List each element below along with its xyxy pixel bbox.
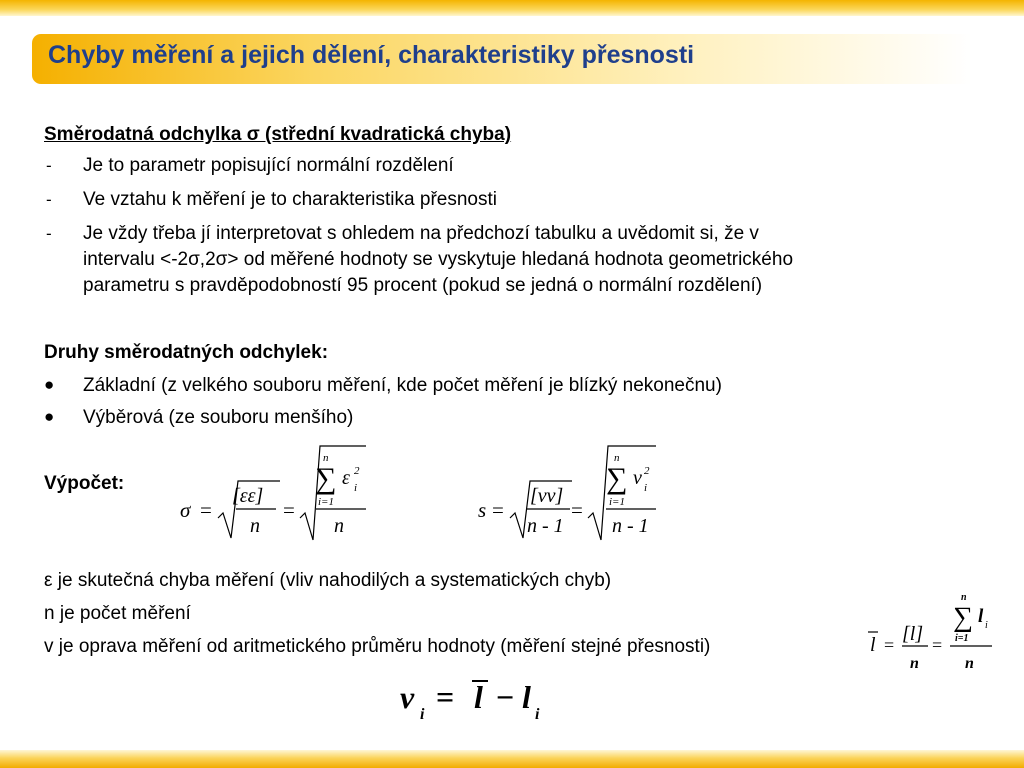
- sum-symbol: ∑: [953, 602, 973, 633]
- formula-l-subscript: i: [535, 706, 540, 723]
- formula-sigma: [170, 440, 380, 545]
- formula-numerator: [l]: [902, 623, 924, 645]
- dash-marker: -: [46, 156, 52, 175]
- definition-v: v je oprava měření od aritmetického průměru hodnoty (měření stejné přesnosti): [44, 636, 711, 657]
- sum-symbol: ∑: [606, 462, 628, 495]
- sum-upper-limit: n: [961, 592, 967, 603]
- bullet-dot: ●: [44, 407, 55, 426]
- formula-denominator: n - 1: [612, 515, 649, 537]
- formula-lhs: l: [870, 634, 876, 656]
- formula-equals: =: [571, 498, 583, 522]
- list-item: Je to parametr popisující normální rozdělení: [83, 155, 454, 176]
- list-item: Základní (z velkého souboru měření, kde počet měření je blízký nekonečnu): [83, 375, 722, 396]
- bottom-decor-band: [0, 750, 1024, 768]
- definition-n: n je počet měření: [44, 603, 191, 624]
- formula-denominator: n: [250, 515, 260, 537]
- sum-lower-limit: i=1: [955, 633, 969, 644]
- term-superscript: 2: [644, 465, 650, 477]
- formula-correction: [396, 674, 566, 734]
- formula-equals: =: [884, 635, 895, 655]
- formula-equals: =: [436, 679, 455, 715]
- formula-lbar: l: [474, 679, 483, 715]
- formula-v-subscript: i: [420, 706, 425, 723]
- sum-lower-limit: i=1: [318, 496, 334, 508]
- section-heading-std-dev: Směrodatná odchylka σ (střední kvadratická chyba): [44, 124, 512, 145]
- definition-epsilon: ε je skutečná chyba měření (vliv nahodilých a systematických chyb): [44, 570, 612, 591]
- section-heading-calculation: Výpočet:: [44, 473, 125, 494]
- formula-denominator: n: [965, 655, 974, 672]
- sum-term: v: [633, 467, 642, 489]
- dash-marker: -: [46, 224, 52, 243]
- formula-l: l: [522, 679, 531, 715]
- formula-lhs: σ: [180, 498, 191, 522]
- sum-upper-limit: n: [614, 452, 620, 464]
- formula-numerator: [εε]: [232, 485, 264, 507]
- formula-denominator: n - 1: [527, 515, 564, 537]
- formula-minus: −: [496, 679, 515, 715]
- slide-title: Chyby měření a jejich dělení, charakteristiky přesnosti: [48, 41, 695, 69]
- sum-lower-limit: i=1: [609, 496, 625, 508]
- list-item: Výběrová (ze souboru menšího): [83, 407, 354, 428]
- term-superscript: 2: [354, 465, 360, 477]
- top-decor-band: [0, 0, 1024, 16]
- formula-lhs: s: [478, 498, 487, 522]
- formula-equals: =: [283, 498, 295, 522]
- sum-symbol: ∑: [315, 462, 337, 495]
- term-subscript: i: [644, 482, 648, 494]
- sum-term: l: [978, 606, 984, 627]
- section-heading-types: Druhy směrodatných odchylek:: [44, 342, 329, 363]
- formula-arithmetic-mean: [862, 588, 1002, 678]
- term-subscript: i: [354, 482, 358, 494]
- formula-s: [468, 440, 668, 545]
- dash-marker: -: [46, 190, 52, 209]
- list-item-continuation: intervalu <-2σ,2σ> od měřené hodnoty se vyskytuje hledaná hodnota geometrického: [83, 249, 794, 270]
- formula-equals: =: [932, 635, 943, 655]
- formula-equals: =: [492, 498, 504, 522]
- formula-equals: =: [200, 498, 212, 522]
- sum-term: ε: [342, 467, 350, 489]
- formula-denominator: n: [334, 515, 344, 537]
- list-item-continuation: parametru s pravděpodobností 95 procent (pokud se jedná o normální rozdělení): [83, 275, 763, 296]
- formula-numerator: [vv]: [530, 485, 564, 507]
- sum-upper-limit: n: [323, 452, 329, 464]
- bullet-dot: ●: [44, 375, 55, 394]
- formula-v: v: [400, 679, 415, 715]
- list-item: Je vždy třeba jí interpretovat s ohledem na předchozí tabulku a uvědomit si, že v: [83, 223, 759, 244]
- formula-denominator: n: [910, 655, 919, 672]
- term-subscript: i: [985, 620, 988, 631]
- list-item: Ve vztahu k měření je to charakteristika přesnosti: [83, 189, 497, 210]
